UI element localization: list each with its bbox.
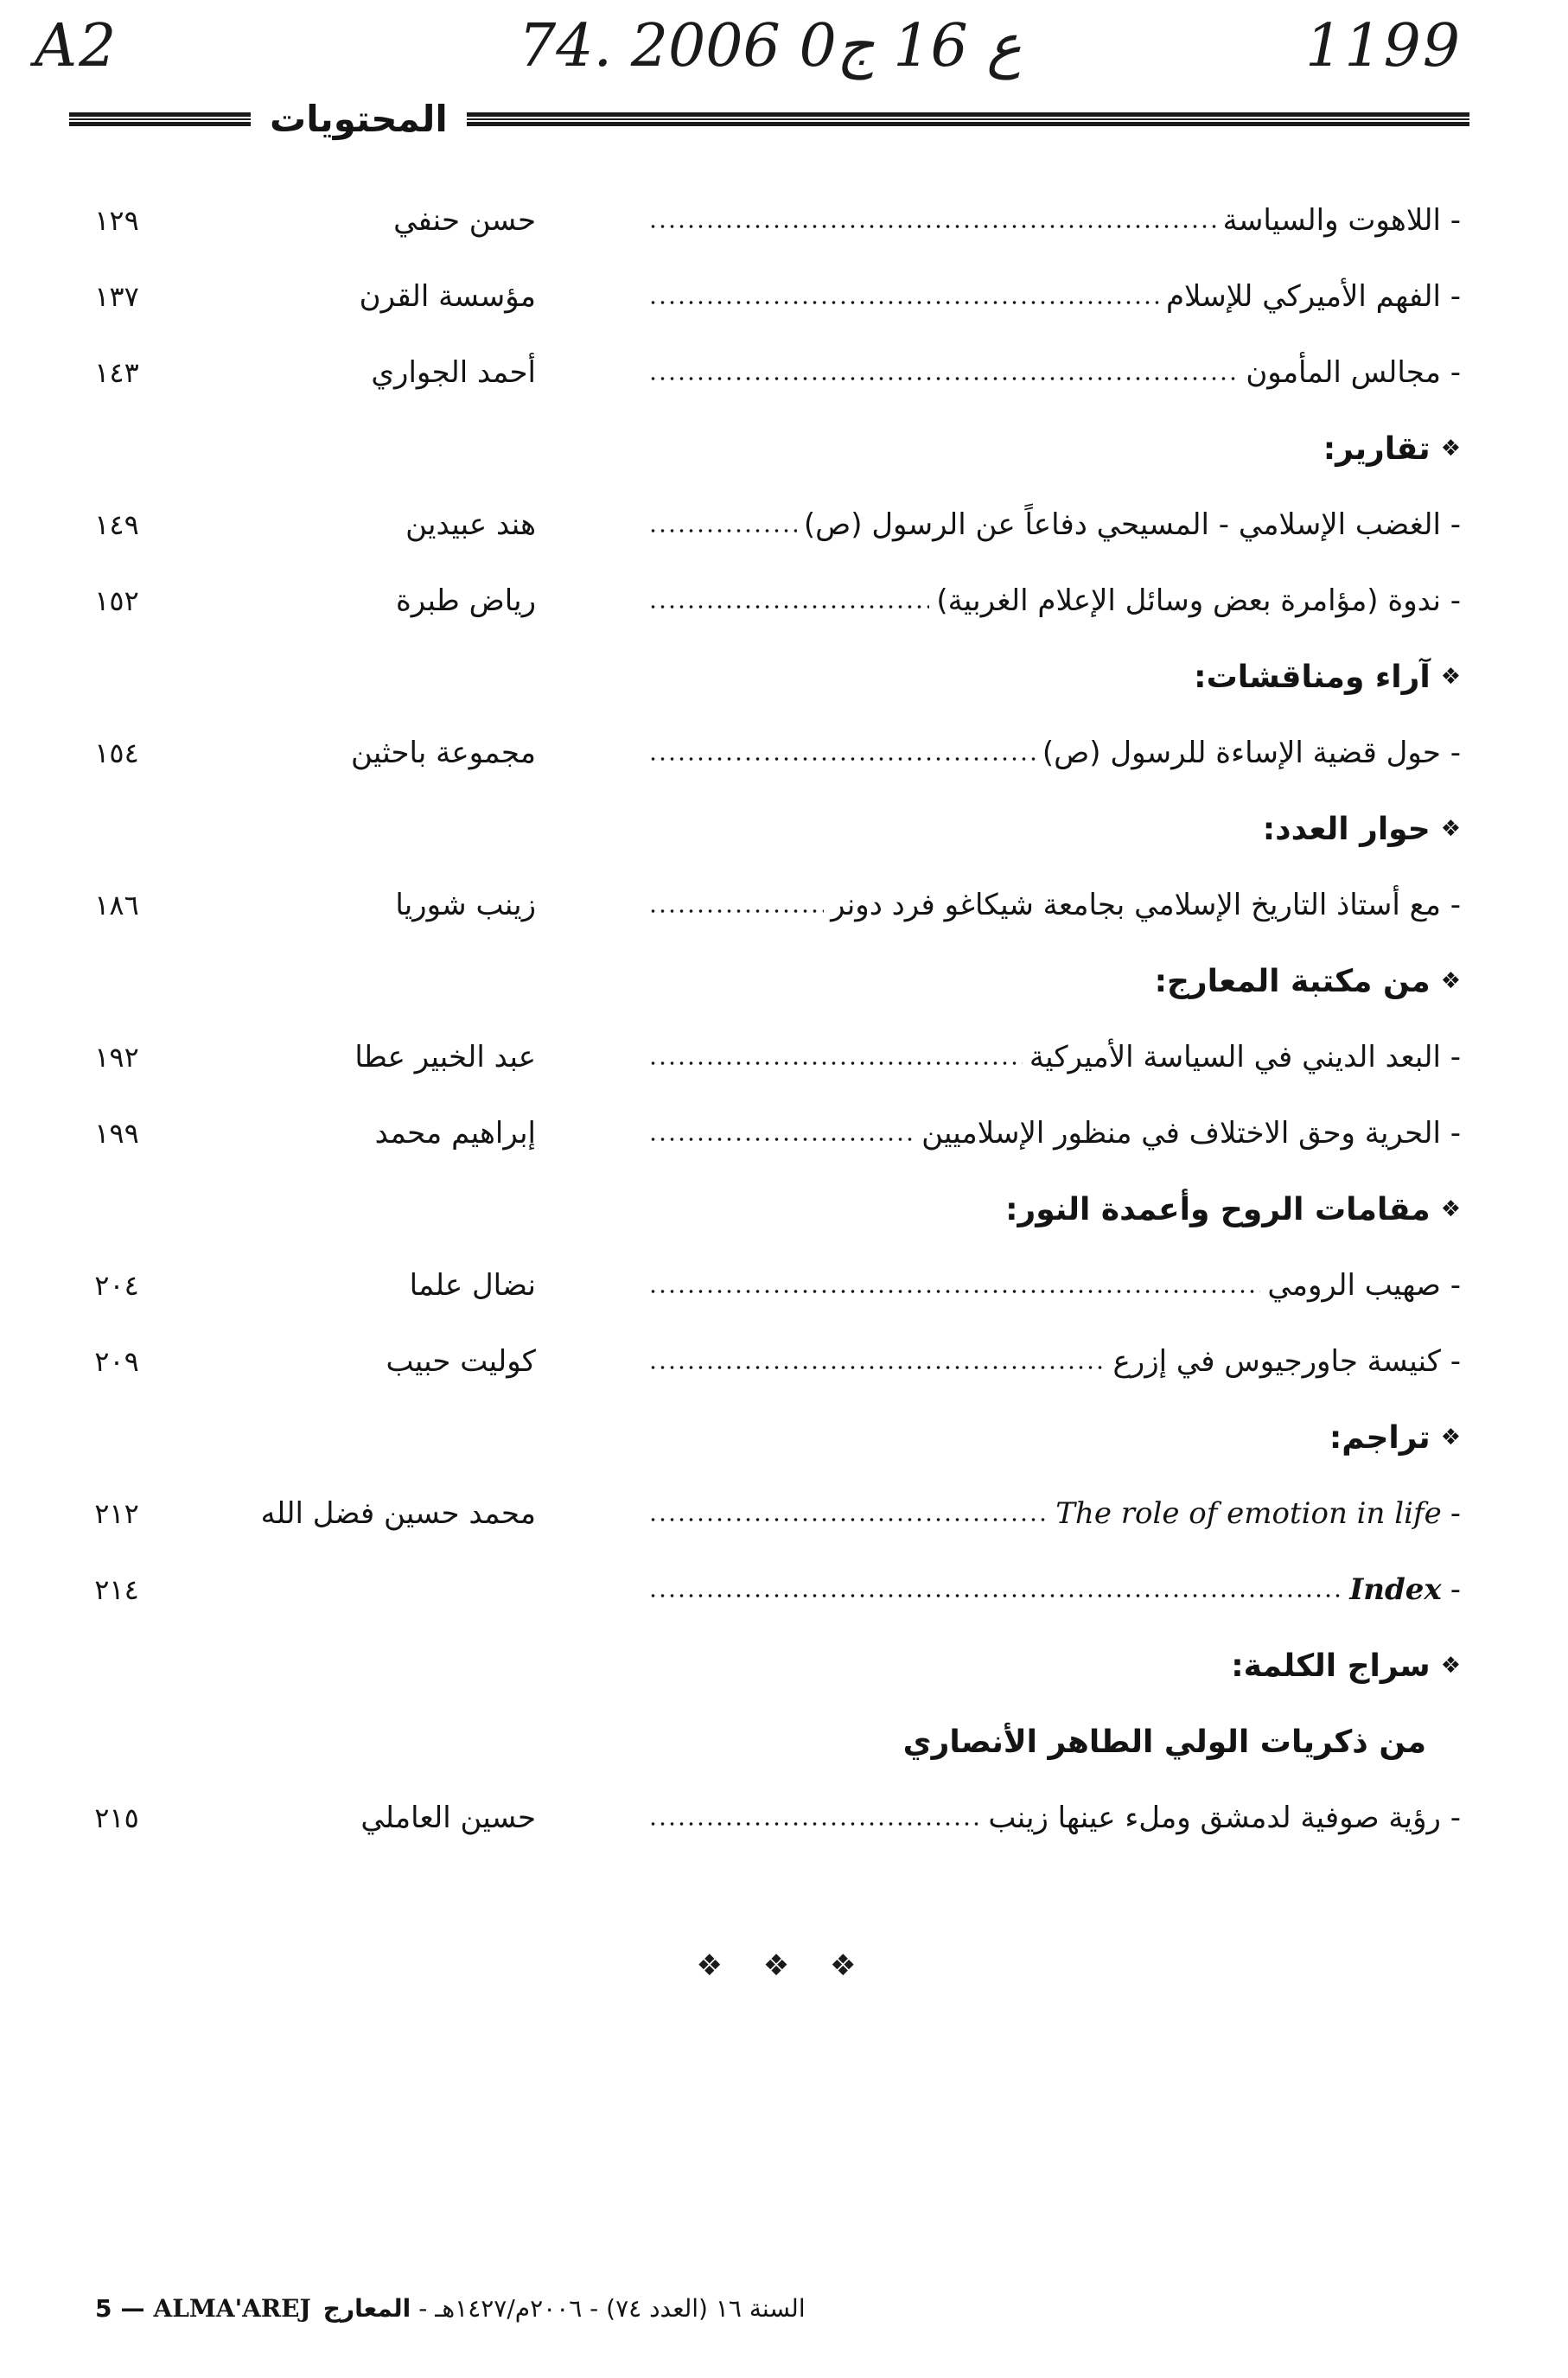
toc-author: محمد حسين فضل الله (260, 1496, 536, 1531)
footer-page-number: 5 (95, 2293, 112, 2323)
header-rule-right (467, 112, 1469, 126)
toc-page-number: ٢١٢ (94, 1497, 139, 1530)
toc-title: - حول قضية الإساءة للرسول (ص) (1042, 736, 1461, 770)
toc-title: Index (1349, 1572, 1442, 1607)
toc-entry (648, 1483, 1461, 1544)
toc-title: - الفهم الأميركي للإسلام (1165, 279, 1461, 314)
subsection-heading: من ذكريات الولي الطاهر الأنصاري (902, 1724, 1426, 1760)
diamond-bullet-icon: ❖ (1440, 1425, 1461, 1450)
leader-dots (648, 1290, 1260, 1293)
toc-author: زينب شوريا (395, 888, 536, 922)
section-heading (1323, 418, 1461, 479)
section-title: تقارير: (1323, 430, 1431, 467)
toc-entry (648, 190, 1461, 251)
section-title: من مكتبة المعارج: (1154, 963, 1431, 999)
toc-row[interactable] (69, 1788, 1461, 1848)
section-title: تراجم: (1329, 1419, 1431, 1456)
toc-entry (648, 266, 1461, 327)
footer-separator: — (120, 2293, 145, 2323)
toc-entry (648, 1331, 1461, 1392)
toc-title: - مع أستاذ التاريخ الإسلامي بجامعة شيكاغو فرد دونر (831, 888, 1461, 922)
footer-issue-text: السنة ١٦ (العدد ٧٤) - ٢٠٠٦م/١٤٢٧هـ - (418, 2293, 806, 2323)
diamond-bullet-icon: ❖ (1440, 436, 1461, 462)
section-title: آراء ومناقشات: (1194, 659, 1431, 695)
leader-dots (648, 1822, 981, 1826)
toc-author: مؤسسة القرن (359, 279, 536, 314)
toc-row[interactable] (69, 1483, 1461, 1544)
diamond-bullet-icon: ❖ (1440, 1653, 1461, 1679)
toc-entry (648, 875, 1461, 935)
ornament-divider: ❖ ❖ ❖ (696, 1948, 872, 1983)
toc-page-number: ٢١٥ (94, 1801, 139, 1834)
toc-row[interactable] (69, 266, 1461, 327)
leader-dots (648, 377, 1239, 380)
toc-page-number: ١٩٩ (94, 1117, 139, 1150)
toc-entry (648, 571, 1461, 631)
toc-author: عبد الخبير عطا (354, 1040, 536, 1074)
page-title: المحتويات (270, 98, 448, 140)
toc-entry (648, 723, 1461, 783)
toc-row[interactable] (69, 875, 1461, 935)
toc-title: - مجالس المأمون (1246, 355, 1461, 390)
toc-entry (648, 1103, 1461, 1163)
toc-row[interactable] (69, 1255, 1461, 1316)
diamond-bullet-icon: ❖ (1440, 816, 1461, 842)
toc-row[interactable] (69, 1103, 1461, 1163)
toc-title: - كنيسة جاورجيوس في إزرع (1112, 1344, 1461, 1379)
section-heading (1329, 1407, 1461, 1468)
toc-title: The role of emotion in life (1055, 1496, 1442, 1531)
section-heading (1263, 799, 1461, 859)
toc-dash: - (1450, 1572, 1461, 1607)
toc-author: حسن حنفي (393, 203, 536, 238)
leader-dots (648, 1594, 1342, 1597)
toc-page-number: ١٤٩ (94, 508, 139, 541)
footer-brand: ALMA'AREJ (153, 2293, 311, 2323)
toc-page-number: ١٥٤ (94, 736, 139, 769)
diamond-bullet-icon: ❖ (1440, 664, 1461, 690)
toc-title: - رؤية صوفية لدمشق وملء عينها زينب (988, 1801, 1461, 1835)
toc-page-number: ١٥٢ (94, 584, 139, 617)
leader-dots (648, 301, 1159, 304)
toc-page-number: ١٩٢ (94, 1041, 139, 1074)
toc-entry (648, 1559, 1461, 1620)
leader-dots (648, 225, 1216, 228)
header-rule (69, 98, 1469, 140)
toc-author: أحمد الجواري (371, 355, 536, 390)
toc-page-number: ٢٠٤ (94, 1269, 139, 1302)
section-title: حوار العدد: (1262, 811, 1431, 847)
leader-dots (648, 757, 1036, 761)
toc-author: كوليت حبيب (386, 1344, 536, 1379)
toc-row[interactable] (69, 1559, 1461, 1620)
toc-entry (648, 494, 1461, 555)
toc-entry (648, 1027, 1461, 1087)
toc-title: - ندوة (مؤامرة بعض وسائل الإعلام الغربية) (936, 583, 1461, 618)
toc-page-number: ١٤٣ (94, 356, 139, 389)
toc-page-number: ١٢٩ (94, 204, 139, 237)
toc-author: مجموعة باحثين (351, 736, 536, 770)
toc-row[interactable] (69, 571, 1461, 631)
section-title: سراج الكلمة: (1231, 1648, 1431, 1684)
section-heading (1231, 1635, 1461, 1696)
toc-author: هند عبيدين (405, 507, 536, 542)
toc-title: - اللاهوت والسياسة (1222, 203, 1461, 238)
toc-title: - الحرية وحق الاختلاف في منظور الإسلاميين (921, 1116, 1461, 1151)
toc-entry (648, 1788, 1461, 1848)
footer-issue (323, 2294, 806, 2323)
toc-entry (648, 342, 1461, 403)
toc-author: نضال علما (409, 1268, 536, 1303)
leader-dots (648, 1061, 1023, 1065)
toc-row[interactable] (69, 723, 1461, 783)
handwritten-date: 74. ع 16 ج0 2006 (519, 12, 1022, 80)
toc-title: - صهيب الرومي (1267, 1268, 1461, 1303)
toc-row[interactable] (69, 342, 1461, 403)
toc-page-number: ٢٠٩ (94, 1345, 139, 1378)
toc-page-number: ١٨٦ (94, 889, 139, 921)
toc-author: حسين العاملي (360, 1801, 536, 1835)
table-of-contents (69, 164, 1461, 1893)
section-title: مقامات الروح وأعمدة النور: (1005, 1191, 1431, 1227)
toc-row[interactable] (69, 494, 1461, 555)
toc-page-number: ١٣٧ (94, 280, 139, 313)
toc-row[interactable] (69, 1027, 1461, 1087)
diamond-bullet-icon: ❖ (1440, 968, 1461, 994)
toc-dash: - (1450, 1496, 1461, 1531)
toc-page-number: ٢١٤ (94, 1573, 139, 1606)
section-heading (1194, 647, 1461, 707)
toc-author: إبراهيم محمد (374, 1116, 536, 1151)
leader-dots (648, 909, 824, 913)
page-footer (95, 2286, 890, 2330)
handwritten-number: 1199 (1305, 12, 1463, 80)
toc-title: - الغضب الإسلامي - المسيحي دفاعاً عن الرسول (ص) (803, 507, 1461, 542)
toc-entry (648, 1255, 1461, 1316)
leader-dots (648, 605, 929, 609)
toc-author: رياض طبرة (395, 583, 536, 618)
leader-dots (648, 1138, 915, 1141)
diamond-bullet-icon: ❖ (1440, 1196, 1461, 1222)
toc-row[interactable] (69, 190, 1461, 251)
leader-dots (648, 529, 797, 532)
toc-row[interactable] (69, 1331, 1461, 1392)
section-heading (1155, 951, 1461, 1011)
leader-dots (648, 1366, 1106, 1369)
handwritten-code: A2 (35, 12, 118, 80)
toc-title: - البعد الديني في السياسة الأميركية (1029, 1040, 1461, 1074)
leader-dots (648, 1518, 1049, 1521)
footer-journal-name: المعارج (322, 2293, 411, 2323)
header-rule-left (69, 112, 251, 126)
section-heading (1005, 1179, 1461, 1240)
